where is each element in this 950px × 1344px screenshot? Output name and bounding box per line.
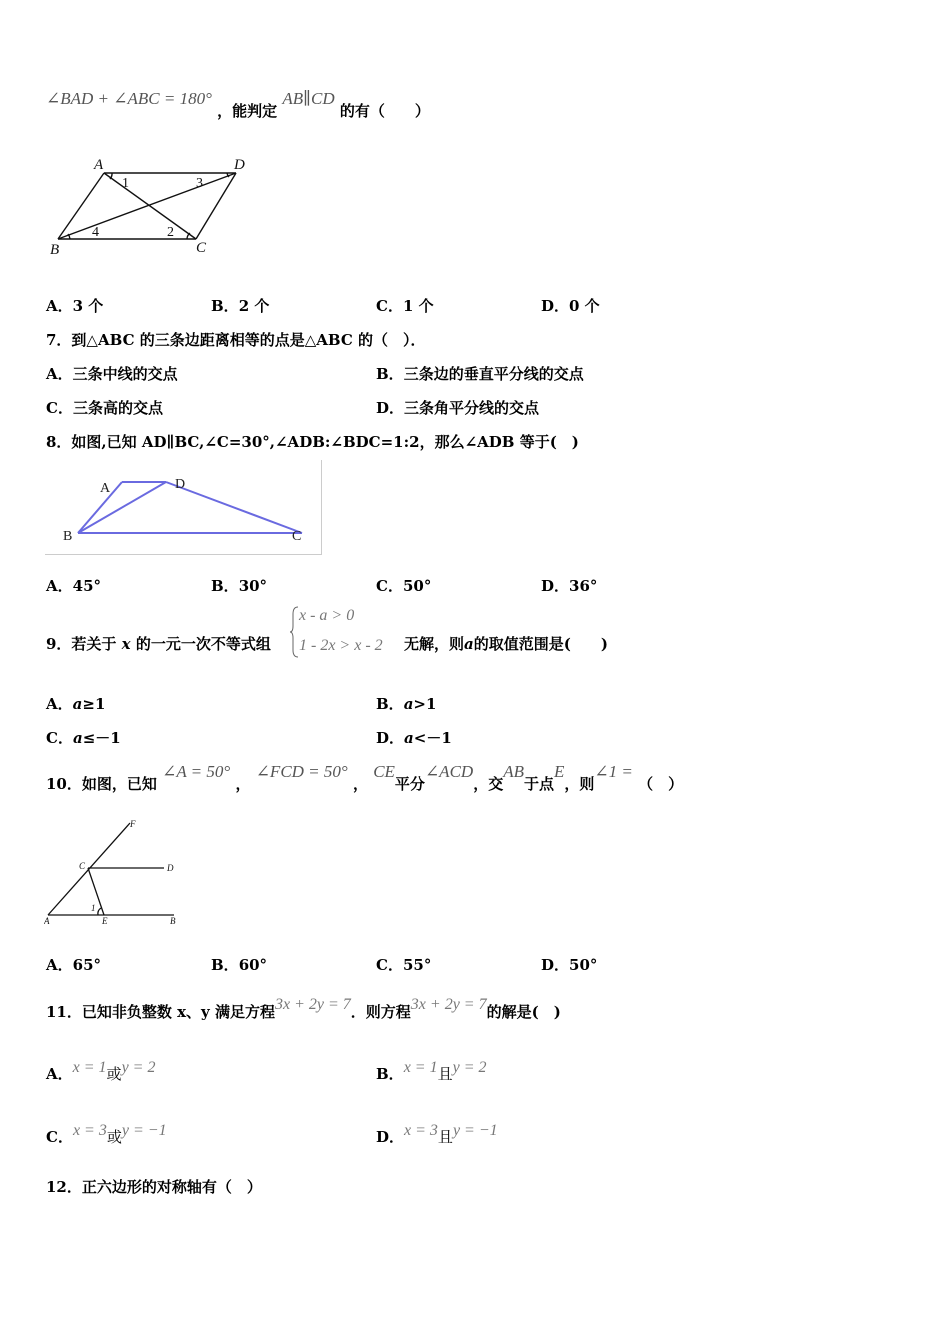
option-text: 30° [238,577,268,595]
q10-answer-blank: （ ） [638,775,684,793]
q10-figure [44,815,189,927]
q10-option-c[interactable] [376,954,431,975]
q10-prefix: 10．如图，已知 [46,775,157,793]
q9-var-a: a [464,635,474,653]
q6-diagonal-bd [58,173,236,239]
option-text: <－1 [413,729,452,747]
q10-expr-angle-a: ∠A = 50° [162,762,231,781]
q9-inequality-2: 1 - 2x > x - 2 [299,637,383,654]
option-letter: C． [46,399,73,417]
q6-figure [46,155,256,260]
q9-option-a[interactable] [46,693,105,714]
q11-tail: 的解是( ) [486,1003,561,1021]
option-letter: D． [376,399,405,417]
option-letter: C． [46,1128,73,1146]
q11-equation: 3x + 2y = 7 [274,996,351,1013]
q10-sep: ， [352,775,368,793]
q11-mid: ．则方程 [350,1003,411,1021]
q11-option-d[interactable] [376,1122,498,1147]
q9-option-d[interactable] [376,727,452,748]
q6-option-d[interactable] [541,295,600,316]
option-text: 50° [569,956,598,974]
q11-equation-repeat: 3x + 2y = 7 [410,996,487,1013]
q10-text: 于点 [523,775,554,793]
option-var: a [403,695,414,713]
option-math-y: y = −1 [452,1122,498,1139]
q10-label-c: C [79,861,86,871]
option-letter: B． [211,577,239,595]
q6-option-c[interactable] [376,295,434,316]
option-text: 1 个 [402,297,434,315]
q9-var-x: x [121,635,131,653]
q8-option-d[interactable] [541,575,597,596]
option-letter: B． [376,1065,404,1083]
option-text: 50° [402,577,432,595]
option-text: 60° [238,956,268,974]
q10-expr-angle-acd: ∠ACD [424,762,474,781]
q10-expr-angle-1: ∠1 = [594,762,633,781]
q9-stem [46,633,271,654]
option-text: 3 个 [72,297,104,315]
option-letter: A． [46,365,73,383]
q10-expr-angle-fcd: ∠FCD = 50° [255,762,348,781]
option-letter: A． [46,297,73,315]
option-letter: C． [376,956,403,974]
q9-mid: 的一元一次不等式组 [135,635,271,653]
q8-segment-bd [78,482,166,533]
q6-label-c: C [196,240,207,256]
option-math-x: x = 1 [403,1059,438,1076]
q6-stem [46,89,430,121]
q6-angle-1: 1 [122,176,129,191]
option-text: 2 个 [238,297,270,315]
q10-stem [46,762,684,794]
option-letter: A． [46,1065,73,1083]
option-math-y: y = 2 [121,1059,156,1076]
q11-prefix: 11．已知非负整数 x、y 满足方程 [46,1003,275,1021]
q6-diagonal-ac [104,173,196,239]
option-letter: B． [211,297,239,315]
q9-inequality-1: x - a > 0 [299,607,355,624]
q6-option-b[interactable] [211,295,269,316]
q6-angle-2: 2 [167,225,174,240]
q9-tail1: 无解，则 [404,635,465,653]
q10-label-a: A [44,916,50,926]
option-letter: C． [376,577,403,595]
option-math-y: y = −1 [121,1122,167,1139]
q10-expr-ce: CE [373,762,395,781]
q7-option-c[interactable] [46,397,163,418]
q10-text: ，交 [473,775,504,793]
q7-option-d[interactable] [376,397,539,418]
q8-figure-frame [45,460,322,555]
option-var: a [72,695,83,713]
option-text: 45° [72,577,102,595]
q10-label-f: F [130,819,136,829]
q6-expr1: ∠BAD + ∠ABC = 180° [46,89,212,108]
option-letter: B． [376,365,404,383]
option-letter: D． [541,577,570,595]
option-letter: A． [46,956,73,974]
q8-segment-dc [166,482,302,533]
option-letter: A． [46,695,73,713]
option-conj: 且 [437,1065,453,1083]
q10-text: ，则 [564,775,595,793]
q6-angle-3: 3 [196,176,203,191]
q8-option-c[interactable] [376,575,431,596]
option-text: ≤－1 [82,729,121,747]
q10-option-b[interactable] [211,954,267,975]
q8-label-a: A [100,481,111,496]
q8-option-a[interactable] [46,575,101,596]
q6-mid: ，能判定 [217,102,278,120]
q11-option-c[interactable] [46,1122,167,1147]
option-text: 36° [569,577,598,595]
q7-option-a[interactable] [46,363,178,384]
option-conj: 且 [437,1128,453,1146]
q9-option-c[interactable] [46,727,121,748]
q11-option-b[interactable] [376,1059,487,1084]
option-letter: C． [46,729,73,747]
option-letter: B． [211,956,239,974]
option-conj: 或 [106,1128,122,1146]
option-math-y: y = 2 [452,1059,487,1076]
q11-stem [46,996,561,1022]
option-text: 三条高的交点 [72,399,163,417]
option-text: 65° [72,956,102,974]
q9-stem-tail [404,633,608,654]
option-var: a [72,729,83,747]
q10-sep: ， [235,775,251,793]
q10-option-d[interactable] [541,954,597,975]
option-text: >1 [413,695,437,713]
option-text: 三条边的垂直平分线的交点 [403,365,584,383]
q9-prefix: 9．若关于 [46,635,117,653]
option-letter: D． [376,1128,405,1146]
option-letter: B． [376,695,404,713]
q10-option-a[interactable] [46,954,101,975]
q8-option-b[interactable] [211,575,267,596]
q6-expr2: AB∥CD [282,89,335,108]
option-text: ≥1 [82,695,106,713]
q9-option-b[interactable] [376,693,436,714]
option-text: 三条中线的交点 [72,365,178,383]
option-math-x: x = 3 [72,1122,107,1139]
q6-label-b: B [50,242,60,258]
q8-label-d: D [175,477,186,492]
q8-label-b: B [63,529,73,544]
q10-label-e: E [102,916,108,926]
option-letter: D． [541,297,570,315]
q7-option-b[interactable] [376,363,584,384]
q10-expr-e: E [554,762,565,781]
q8-label-c: C [292,529,302,544]
q10-angle-1: 1 [91,903,96,913]
option-var: a [404,729,414,747]
option-letter: D． [541,956,570,974]
q9-tail2: 的取值范围是( ) [473,635,608,653]
q8-figure [44,459,324,557]
q7-stem: 7．到△ABC 的三条边距离相等的点是△ABC 的（ ）． [46,331,426,349]
option-letter: C． [376,297,403,315]
q6-label-a: A [94,157,104,173]
q6-angle-4: 4 [92,225,99,240]
q6-tail: 的有（ ） [339,102,430,120]
option-math-x: x = 3 [404,1122,438,1139]
q10-expr-ab: AB [503,762,524,781]
option-conj: 或 [106,1065,122,1083]
q11-option-a[interactable] [46,1059,156,1084]
option-text: 三条角平分线的交点 [404,399,540,417]
q8-stem: 8．如图,已知 AD∥BC,∠C=30°,∠ADB:∠BDC=1:2，那么∠ADB 等于( ) [46,433,579,451]
q6-option-a[interactable] [46,295,103,316]
option-math-x: x = 1 [72,1059,107,1076]
q12-stem: 12．正六边形的对称轴有（ ） [46,1178,262,1196]
q10-text: 平分 [394,775,425,793]
q10-label-b: B [170,916,176,926]
q10-label-d: D [167,863,174,873]
option-text: 55° [402,956,432,974]
option-letter: D． [376,729,405,747]
option-text: 0 个 [569,297,600,315]
q6-label-d: D [234,157,245,173]
option-letter: A． [46,577,73,595]
